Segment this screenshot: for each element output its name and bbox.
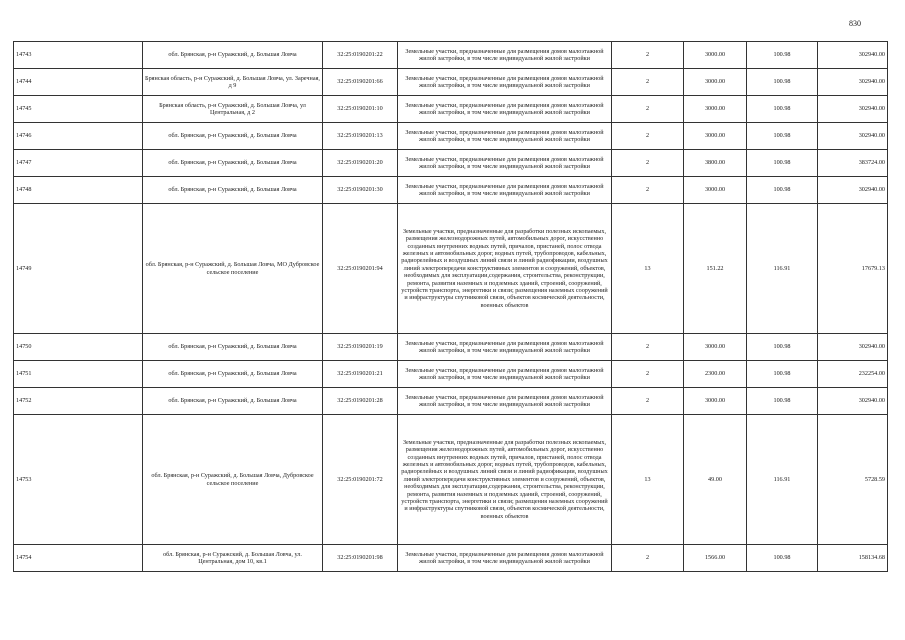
area-cell: 3000.00 — [684, 42, 747, 69]
group-code-cell: 2 — [612, 96, 684, 123]
cadastral-value-cell: 302940.00 — [818, 123, 888, 150]
table-row — [14, 388, 888, 415]
rate-cell: 100.98 — [747, 361, 818, 388]
table-row — [14, 123, 888, 150]
group-code-cell: 13 — [612, 415, 684, 545]
table-row — [14, 204, 888, 334]
land-use-cell: Земельные участки, предназначенные для размещения домов малоэтажной жилой застройки, в том числе индивидуальной жилой застройки — [398, 42, 612, 69]
address-cell: обл. Брянская, р-н Суражский, д. Большая Ловча, Дубровское сельское поселение — [143, 415, 323, 545]
cadastral-number-cell: 32:25:0190201:98 — [323, 545, 398, 572]
cadastral-value-cell: 302940.00 — [818, 177, 888, 204]
rate-cell: 100.98 — [747, 69, 818, 96]
table-row — [14, 545, 888, 572]
cadastral-number-cell: 32:25:0190201:20 — [323, 150, 398, 177]
area-cell: 3800.00 — [684, 150, 747, 177]
cadastral-number-cell: 32:25:0190201:28 — [323, 388, 398, 415]
table-row — [14, 334, 888, 361]
cadastral-value-cell: 383724.00 — [818, 150, 888, 177]
address-cell: обл. Брянская, р-н Суражский, д. Большая Ловча — [143, 177, 323, 204]
group-code-cell: 2 — [612, 388, 684, 415]
cadastral-value-cell: 302940.00 — [818, 334, 888, 361]
cadastral-value-cell: 302940.00 — [818, 69, 888, 96]
area-cell: 3000.00 — [684, 123, 747, 150]
page-number: 830 — [849, 19, 861, 28]
cadastral-number-cell: 32:25:0190201:72 — [323, 415, 398, 545]
cadastral-value-cell: 232254.00 — [818, 361, 888, 388]
record-number: 14750 — [14, 334, 143, 361]
rate-cell: 100.98 — [747, 150, 818, 177]
cadastral-number-cell: 32:25:0190201:94 — [323, 204, 398, 334]
table-row — [14, 69, 888, 96]
address-cell: обл. Брянская, р-н Суражский, д. Большая Ловча — [143, 123, 323, 150]
land-use-cell: Земельные участки, предназначенные для разработки полезных ископаемых, размещения железнодорожных путей, автомобильных дорог, искусственно созданных внутренних водных путей, причалов, пристаней, полос отвода железных и автомобильных дорог, водных путей, трубопроводов, кабельных, радиорелейных и воздушных линий связи и линий радиофикации, воздушных линий электропередачи конструктивных элементов и сооружений, объектов, необходимых для эксплуатации,содержания, строительства, реконструкции, ремонта, развития наземных и подземных зданий, строений, сооружений, устройств транспорта, энергетики и связи; размещения наземных сооружений и инфраструктуры спутниковой связи, объектов космической деятельности, военных объектов — [398, 204, 612, 334]
table-row — [14, 150, 888, 177]
rate-cell: 100.98 — [747, 123, 818, 150]
address-cell: обл. Брянская, р-н Суражский, д. Большая Ловча, МО Дубровское сельское поселение — [143, 204, 323, 334]
cadastral-value-cell: 158134.68 — [818, 545, 888, 572]
land-use-cell: Земельные участки, предназначенные для размещения домов малоэтажной жилой застройки, в том числе индивидуальной жилой застройки — [398, 123, 612, 150]
rate-cell: 100.98 — [747, 334, 818, 361]
table-row — [14, 361, 888, 388]
rate-cell: 100.98 — [747, 96, 818, 123]
area-cell: 3000.00 — [684, 334, 747, 361]
rate-cell: 100.98 — [747, 388, 818, 415]
group-code-cell: 2 — [612, 361, 684, 388]
group-code-cell: 2 — [612, 545, 684, 572]
group-code-cell: 2 — [612, 69, 684, 96]
group-code-cell: 2 — [612, 123, 684, 150]
cadastral-number-cell: 32:25:0190201:30 — [323, 177, 398, 204]
address-cell: обл. Брянская, р-н Суражский, д. Большая Ловча — [143, 42, 323, 69]
land-use-cell: Земельные участки, предназначенные для размещения домов малоэтажной жилой застройки, в том числе индивидуальной жилой застройки — [398, 361, 612, 388]
group-code-cell: 13 — [612, 204, 684, 334]
group-code-cell: 2 — [612, 42, 684, 69]
rate-cell: 100.98 — [747, 545, 818, 572]
rate-cell: 116.91 — [747, 415, 818, 545]
address-cell: обл. Брянская, р-н Суражский, д. Большая Ловча — [143, 388, 323, 415]
rate-cell: 116.91 — [747, 204, 818, 334]
land-use-cell: Земельные участки, предназначенные для размещения домов малоэтажной жилой застройки, в том числе индивидуальной жилой застройки — [398, 334, 612, 361]
land-use-cell: Земельные участки, предназначенные для размещения домов малоэтажной жилой застройки, в том числе индивидуальной жилой застройки — [398, 96, 612, 123]
table-row — [14, 42, 888, 69]
rate-cell: 100.98 — [747, 177, 818, 204]
record-number: 14748 — [14, 177, 143, 204]
record-number: 14747 — [14, 150, 143, 177]
address-cell: обл. Брянская, р-н Суражский, д. Большая Ловча — [143, 150, 323, 177]
land-use-cell: Земельные участки, предназначенные для размещения домов малоэтажной жилой застройки, в том числе индивидуальной жилой застройки — [398, 150, 612, 177]
table-row — [14, 96, 888, 123]
area-cell: 3000.00 — [684, 96, 747, 123]
cadastral-number-cell: 32:25:0190201:22 — [323, 42, 398, 69]
record-number: 14744 — [14, 69, 143, 96]
area-cell: 3000.00 — [684, 388, 747, 415]
area-cell: 2300.00 — [684, 361, 747, 388]
cadastral-value-cell: 302940.00 — [818, 96, 888, 123]
record-number: 14743 — [14, 42, 143, 69]
land-use-cell: Земельные участки, предназначенные для размещения домов малоэтажной жилой застройки, в том числе индивидуальной жилой застройки — [398, 69, 612, 96]
area-cell: 1566.00 — [684, 545, 747, 572]
record-number: 14751 — [14, 361, 143, 388]
record-number: 14753 — [14, 415, 143, 545]
address-cell: Брянская область, р-н Суражский, д. Большая Ловча, ул Центральная, д 2 — [143, 96, 323, 123]
land-use-cell: Земельные участки, предназначенные для размещения домов малоэтажной жилой застройки, в том числе индивидуальной жилой застройки — [398, 177, 612, 204]
cadastral-value-cell: 302940.00 — [818, 42, 888, 69]
land-use-cell: Земельные участки, предназначенные для размещения домов малоэтажной жилой застройки, в том числе индивидуальной жилой застройки — [398, 388, 612, 415]
cadastral-number-cell: 32:25:0190201:66 — [323, 69, 398, 96]
cadastral-value-cell: 5728.59 — [818, 415, 888, 545]
record-number: 14749 — [14, 204, 143, 334]
record-number: 14745 — [14, 96, 143, 123]
cadastral-number-cell: 32:25:0190201:21 — [323, 361, 398, 388]
address-cell: обл. Брянская, р-н Суражский, д. Большая Ловча, ул. Центральная, дом 10, кв.1 — [143, 545, 323, 572]
area-cell: 3000.00 — [684, 177, 747, 204]
cadastral-number-cell: 32:25:0190201:19 — [323, 334, 398, 361]
land-use-cell: Земельные участки, предназначенные для размещения домов малоэтажной жилой застройки, в том числе индивидуальной жилой застройки — [398, 545, 612, 572]
record-number: 14746 — [14, 123, 143, 150]
rate-cell: 100.98 — [747, 42, 818, 69]
address-cell: обл. Брянская, р-н Суражский, д. Большая Ловча — [143, 361, 323, 388]
cadastral-number-cell: 32:25:0190201:13 — [323, 123, 398, 150]
area-cell: 151.22 — [684, 204, 747, 334]
area-cell: 3000.00 — [684, 69, 747, 96]
table-row — [14, 177, 888, 204]
group-code-cell: 2 — [612, 177, 684, 204]
record-number: 14752 — [14, 388, 143, 415]
area-cell: 49.00 — [684, 415, 747, 545]
cadastral-number-cell: 32:25:0190201:10 — [323, 96, 398, 123]
land-registry-table — [13, 41, 888, 572]
group-code-cell: 2 — [612, 334, 684, 361]
land-use-cell: Земельные участки, предназначенные для разработки полезных ископаемых, размещения железнодорожных путей, автомобильных дорог, искусственно созданных внутренних водных путей, причалов, пристаней, полос отвода железных и автомобильных дорог, водных путей, трубопроводов, кабельных, радиорелейных и воздушных линий связи и линий радиофикации, воздушных линий электропередачи конструктивных элементов и сооружений, объектов, необходимых для эксплуатации,содержания, строительства, реконструкции, ремонта, развития наземных и подземных зданий, строений, сооружений, устройств транспорта, энергетики и связи; размещения наземных сооружений и инфраструктуры спутниковой связи, объектов космической деятельности, военных объектов — [398, 415, 612, 545]
cadastral-value-cell: 17679.13 — [818, 204, 888, 334]
cadastral-value-cell: 302940.00 — [818, 388, 888, 415]
address-cell: обл. Брянская, р-н Суражский, д. Большая Ловча — [143, 334, 323, 361]
group-code-cell: 2 — [612, 150, 684, 177]
address-cell: Брянская область, р-н Суражский, д. Большая Ловча, ул. Заречная, д 9 — [143, 69, 323, 96]
record-number: 14754 — [14, 545, 143, 572]
table-row — [14, 415, 888, 545]
